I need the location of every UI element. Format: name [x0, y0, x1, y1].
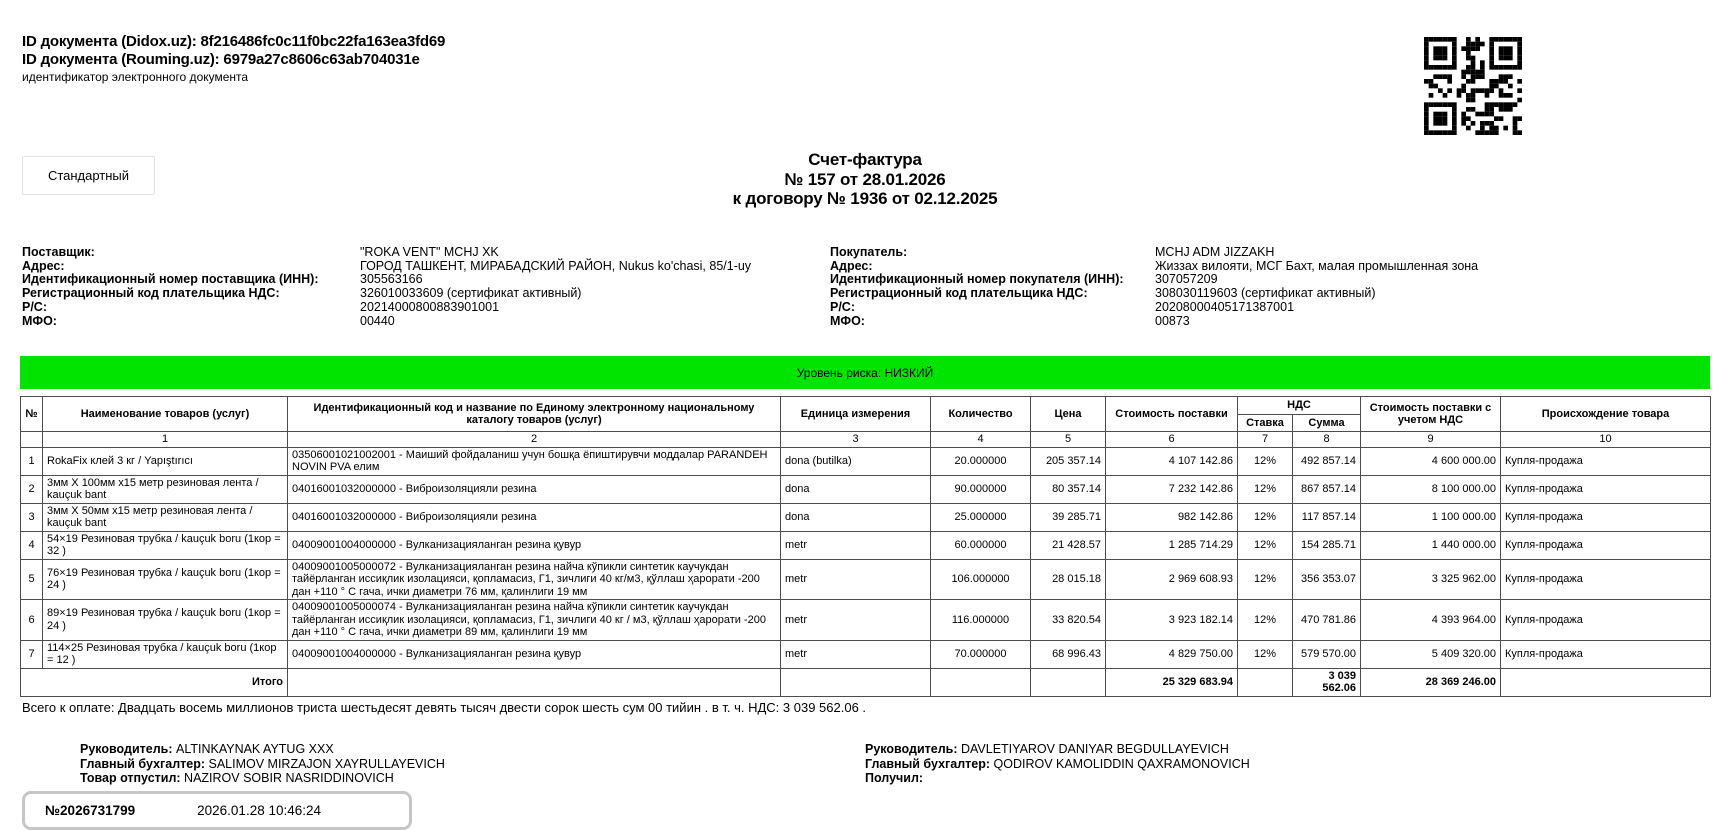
risk-banner: Уровень риска: НИЗКИЙ: [20, 356, 1710, 389]
cell-total: 4 393 964.00: [1361, 600, 1501, 641]
doc-id-rouming: ID документа (Rouming.uz): 6979a27c8606c63ab704031e: [22, 51, 420, 68]
cell-price: 80 357.14: [1031, 475, 1106, 503]
cell-code: 04009001005000074 - Вулканизацияланган резина найча кўпикли синтетик каучукдан тайёрланган иссиқлик изолацияси, қопламасиз, Г1, зичлиги 40 кг / м3, қўллаш ҳарорати -200 дан +110 ° С гача, ички диаметри 89 мм, қалинлиги 19 мм: [288, 600, 781, 641]
col-header-qty: Количество: [931, 397, 1031, 432]
stamp-datetime: 2026.01.28 10:46:24: [197, 803, 322, 818]
cell-vat-rate: 12%: [1238, 640, 1293, 668]
field-label: Адрес:: [22, 258, 65, 273]
col-number: 8: [1293, 432, 1361, 448]
field-value: 307057209: [1155, 272, 1218, 287]
cell-qty: 25.000000: [931, 503, 1031, 531]
col-number: 5: [1031, 432, 1106, 448]
signatures-buyer: [865, 742, 1250, 786]
cell-num: 6: [21, 600, 43, 641]
cell-code: 04009001004000000 - Вулканизацияланган резина қувур: [288, 640, 781, 668]
stamp-number: №2026731799: [45, 803, 136, 818]
cell-vat-rate: 12%: [1238, 503, 1293, 531]
cell-code: 04016001032000000 - Виброизоляцияли резина: [288, 503, 781, 531]
field-label: Идентификационный номер поставщика (ИНН):: [22, 272, 319, 287]
cell-name: 89×19 Резиновая трубка / kauçuk boru (1кор = 24 ): [43, 600, 288, 641]
signature-line: [865, 742, 1250, 757]
field-value: 326010033609 (сертификат активный): [360, 286, 582, 301]
cell-price: 68 996.43: [1031, 640, 1106, 668]
cell-total: 3 325 962.00: [1361, 559, 1501, 600]
table-row: [21, 600, 1711, 641]
col-number: 2: [288, 432, 781, 448]
field-value: 00440: [360, 313, 395, 328]
cell-num: 4: [21, 531, 43, 559]
cell-price: 205 357.14: [1031, 447, 1106, 475]
cell-vat-rate: 12%: [1238, 447, 1293, 475]
col-header-price: Цена: [1031, 397, 1106, 432]
signature-label: Главный бухгалтер:: [80, 756, 206, 771]
invoice-title-line3: к договору № 1936 от 02.12.2025: [732, 189, 998, 208]
cell-total: 5 409 320.00: [1361, 640, 1501, 668]
cell-origin: Купля-продажа: [1501, 600, 1711, 641]
cell-qty: 70.000000: [931, 640, 1031, 668]
col-header-name: Наименование товаров (услуг): [43, 397, 288, 432]
buyer-row: [830, 301, 1710, 315]
col-number: 10: [1501, 432, 1711, 448]
field-value: 305563166: [360, 272, 423, 287]
col-number: [21, 432, 43, 448]
cell-unit: metr: [781, 531, 931, 559]
total-empty-price: [1031, 668, 1106, 696]
cell-price: 39 285.71: [1031, 503, 1106, 531]
cell-vat-sum: 154 285.71: [1293, 531, 1361, 559]
field-value: MCHJ ADM JIZZAKH: [1155, 245, 1275, 259]
field-label: Р/С:: [830, 299, 855, 314]
signature-label: Главный бухгалтер:: [865, 756, 991, 771]
col-number: 9: [1361, 432, 1501, 448]
cell-num: 5: [21, 559, 43, 600]
cell-vat-rate: 12%: [1238, 531, 1293, 559]
col-number: 3: [781, 432, 931, 448]
signature-value: NAZIROV SOBIR NASRIDDINOVICH: [184, 771, 394, 785]
total-cost: 25 329 683.94: [1106, 668, 1238, 696]
signature-line: [865, 771, 1250, 786]
cell-total: 8 100 000.00: [1361, 475, 1501, 503]
table-row: [21, 640, 1711, 668]
cell-total: 1 440 000.00: [1361, 531, 1501, 559]
cell-vat-sum: 117 857.14: [1293, 503, 1361, 531]
field-value: 308030119603 (сертификат активный): [1155, 286, 1376, 301]
col-number: 1: [43, 432, 288, 448]
cell-price: 33 820.54: [1031, 600, 1106, 641]
invoice-title: [20, 150, 1710, 209]
document-type-badge[interactable]: Стандартный: [22, 156, 155, 195]
field-label: Поставщик:: [22, 245, 95, 259]
cell-name: 3мм X 50мм x15 метр резиновая лента / kauçuk bant: [43, 503, 288, 531]
cell-num: 1: [21, 447, 43, 475]
total-empty-unit: [781, 668, 931, 696]
col-number: 4: [931, 432, 1031, 448]
cell-cost: 2 969 608.93: [1106, 559, 1238, 600]
table-row: [21, 475, 1711, 503]
signature-value: DAVLETIYAROV DANIYAR BEGDULLAYEVICH: [960, 742, 1229, 756]
total-label: Итого: [21, 668, 288, 696]
cell-name: 54×19 Резиновая трубка / kauçuk boru (1кор = 32 ): [43, 531, 288, 559]
signature-value: ALTINKAYNAK AYTUG XXX: [175, 742, 334, 756]
signature-label: Получил:: [865, 771, 924, 785]
doc-id-caption: идентификатор электронного документа: [22, 70, 249, 84]
cell-name: 114×25 Резиновая трубка / kauçuk boru (1кор = 12 ): [43, 640, 288, 668]
cell-name: 3мм X 100мм x15 метр резиновая лента / kauçuk bant: [43, 475, 288, 503]
supplier-row: [22, 287, 817, 301]
col-header-num: №: [21, 397, 43, 432]
cell-vat-sum: 492 857.14: [1293, 447, 1361, 475]
cell-total: 1 100 000.00: [1361, 503, 1501, 531]
signature-value: QODIROV KAMOLIDDIN QAXRAMONOVICH: [993, 756, 1250, 771]
cell-origin: Купля-продажа: [1501, 447, 1711, 475]
supplier-row: [22, 260, 817, 274]
total-empty-origin: [1501, 668, 1711, 696]
signature-label: Руководитель:: [865, 742, 958, 756]
table-row: [21, 503, 1711, 531]
signature-label: Руководитель:: [80, 742, 173, 756]
field-value: 20208000405171387001: [1155, 299, 1295, 314]
cell-vat-sum: 356 353.07: [1293, 559, 1361, 600]
cell-qty: 106.000000: [931, 559, 1031, 600]
field-label: МФО:: [830, 313, 865, 328]
total-vat: 3 039 562.06: [1293, 668, 1361, 696]
col-header-unit: Единица измерения: [781, 397, 931, 432]
stamp-box: [22, 791, 412, 830]
field-value: ГОРОД ТАШКЕНТ, МИРАБАДСКИЙ РАЙОН, Nukus ko'chasi, 85/1-uy: [360, 258, 752, 273]
field-label: МФО:: [22, 313, 57, 328]
supplier-row: [22, 301, 817, 315]
supplier-row: [22, 315, 817, 329]
cell-price: 21 428.57: [1031, 531, 1106, 559]
cell-qty: 60.000000: [931, 531, 1031, 559]
col-header-total: Стоимость поставки с учетом НДС: [1361, 397, 1501, 432]
cell-origin: Купля-продажа: [1501, 503, 1711, 531]
items-table: [20, 396, 1711, 697]
buyer-row: [830, 273, 1710, 287]
cell-unit: metr: [781, 640, 931, 668]
cell-origin: Купля-продажа: [1501, 559, 1711, 600]
field-value: Жиззах вилояти, МСГ Бахт, малая промышленная зона: [1155, 258, 1479, 273]
column-numbers-row: [21, 432, 1711, 448]
buyer-row: [830, 260, 1710, 274]
cell-cost: 4 107 142.86: [1106, 447, 1238, 475]
cell-cost: 4 829 750.00: [1106, 640, 1238, 668]
invoice-title-line1: Счет-фактура: [808, 150, 922, 169]
col-number: 7: [1238, 432, 1293, 448]
table-row: [21, 447, 1711, 475]
table-row: [21, 559, 1711, 600]
total-empty-rate: [1238, 668, 1293, 696]
cell-origin: Купля-продажа: [1501, 531, 1711, 559]
doc-id-didox: ID документа (Didox.uz): 8f216486fc0c11f0bc22fa163ea3fd69: [22, 33, 446, 50]
cell-total: 4 600 000.00: [1361, 447, 1501, 475]
signature-line: [80, 757, 445, 772]
field-label: Идентификационный номер покупателя (ИНН):: [830, 272, 1124, 287]
signature-label: Товар отпустил:: [80, 771, 181, 785]
cell-unit: dona: [781, 475, 931, 503]
signature-line: [80, 742, 445, 757]
cell-cost: 7 232 142.86: [1106, 475, 1238, 503]
field-label: Адрес:: [830, 258, 873, 273]
buyer-row: [830, 315, 1710, 329]
signatures-supplier: [80, 742, 445, 786]
cell-price: 28 015.18: [1031, 559, 1106, 600]
supplier-row: [22, 273, 817, 287]
cell-vat-sum: 579 570.00: [1293, 640, 1361, 668]
cell-code: 04009001005000072 - Вулканизацияланган резина найча кўпикли синтетик каучукдан тайёрланган иссиқлик изолацияси, қопламасиз, Г1, зичлиги 40 кг/м3, қўллаш ҳарорати -200 дан +110 ° С гача, ички диаметри 76 мм, қалинлиги 19 мм: [288, 559, 781, 600]
field-value: "ROKA VENT" MCHJ XK: [360, 245, 499, 259]
total-with-vat: 28 369 246.00: [1361, 668, 1501, 696]
document-ids: [22, 33, 445, 85]
table-row: [21, 531, 1711, 559]
buyer-row: [830, 246, 1710, 260]
amount-in-words: Всего к оплате: Двадцать восемь миллионов триста шестьдесят девять тысяч двести сорок шесть сум 00 тийин . в т. ч. НДС: 3 039 562.06 .: [22, 700, 867, 715]
cell-cost: 1 285 714.29: [1106, 531, 1238, 559]
col-header-vat-sum: Сумма: [1293, 414, 1361, 432]
col-header-code: Идентификационный код и название по Единому электронному национальному каталогу товаров (услуг): [288, 397, 781, 432]
col-number: 6: [1106, 432, 1238, 448]
field-value: 20214000800883901001: [360, 299, 500, 314]
cell-origin: Купля-продажа: [1501, 640, 1711, 668]
qr-code-image: [1424, 37, 1522, 135]
signature-line: [80, 771, 445, 786]
buyer-block: [830, 246, 1710, 328]
cell-qty: 20.000000: [931, 447, 1031, 475]
cell-origin: Купля-продажа: [1501, 475, 1711, 503]
cell-vat-rate: 12%: [1238, 600, 1293, 641]
signature-line: [865, 757, 1250, 772]
cell-vat-sum: 470 781.86: [1293, 600, 1361, 641]
cell-code: 03506001021002001 - Маиший фойдаланиш учун бошқа ёпиштирувчи моддалар PARANDEH NOVIN PVA елим: [288, 447, 781, 475]
cell-vat-rate: 12%: [1238, 475, 1293, 503]
col-header-cost: Стоимость поставки: [1106, 397, 1238, 432]
cell-qty: 116.000000: [931, 600, 1031, 641]
cell-cost: 3 923 182.14: [1106, 600, 1238, 641]
cell-unit: dona (butilka): [781, 447, 931, 475]
col-header-origin: Происхождение товара: [1501, 397, 1711, 432]
signature-value: SALIMOV MIRZAJON XAYRULLAYEVICH: [208, 756, 445, 771]
cell-unit: dona: [781, 503, 931, 531]
header-row: [21, 397, 1711, 415]
field-label: Регистрационный код плательщика НДС:: [830, 286, 1088, 301]
cell-code: 04016001032000000 - Виброизоляцияли резина: [288, 475, 781, 503]
supplier-block: [22, 246, 817, 328]
cell-code: 04009001004000000 - Вулканизацияланган резина қувур: [288, 531, 781, 559]
cell-name: 76×19 Резиновая трубка / kauçuk boru (1кор = 24 ): [43, 559, 288, 600]
total-row: [21, 668, 1711, 696]
invoice-title-line2: № 157 от 28.01.2026: [784, 169, 946, 189]
cell-qty: 90.000000: [931, 475, 1031, 503]
field-label: Регистрационный код плательщика НДС:: [22, 286, 280, 301]
field-label: Р/С:: [22, 299, 47, 314]
field-label: Покупатель:: [830, 245, 908, 259]
field-value: 00873: [1155, 313, 1190, 328]
cell-unit: metr: [781, 559, 931, 600]
supplier-row: [22, 246, 817, 260]
qr-code: [1424, 37, 1522, 135]
total-empty-code: [288, 668, 781, 696]
cell-num: 7: [21, 640, 43, 668]
buyer-row: [830, 287, 1710, 301]
cell-num: 3: [21, 503, 43, 531]
col-header-vat-rate: Ставка: [1238, 414, 1293, 432]
cell-unit: metr: [781, 600, 931, 641]
col-header-vat-group: НДС: [1238, 397, 1361, 415]
cell-vat-sum: 867 857.14: [1293, 475, 1361, 503]
cell-name: RokaFix клей 3 кг / Yapıştırıcı: [43, 447, 288, 475]
cell-num: 2: [21, 475, 43, 503]
cell-vat-rate: 12%: [1238, 559, 1293, 600]
total-empty-qty: [931, 668, 1031, 696]
cell-cost: 982 142.86: [1106, 503, 1238, 531]
